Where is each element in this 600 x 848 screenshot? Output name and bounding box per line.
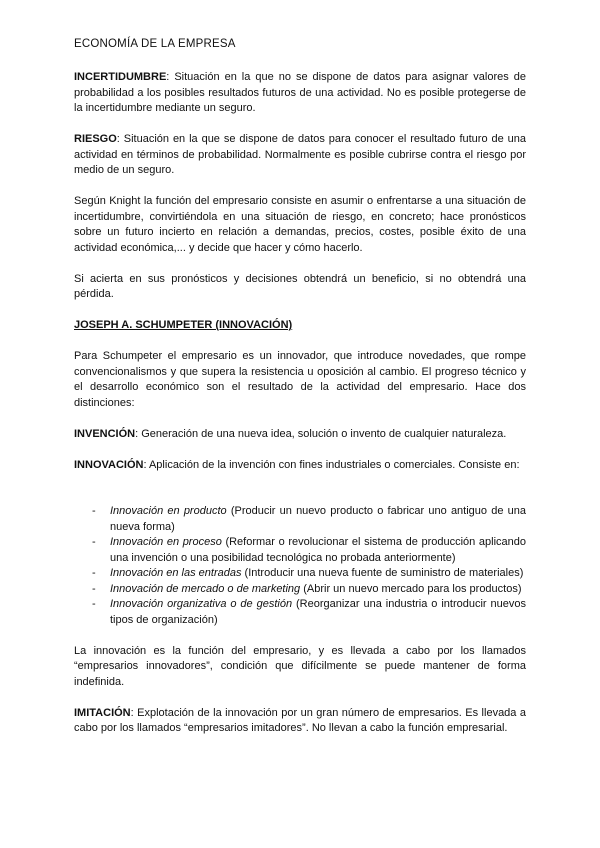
list-item [74,597,526,628]
paragraph-acierta: Si acierta en sus pronósticos y decisiones obtendrá un beneficio, si no obtendrá una pérdida. [74,272,526,300]
paragraph-knight: Según Knight la función del empresario consiste en asumir o enfrentarse a una situación de incertidumbre, convirtiéndola en una situación de riesgo, en concreto; hace pronósticos sobre un futuro incierto en relación a demandas, precios, costes, posible éxito de una actividad económica,... y decide que hacer y cómo hacerlo. [74,195,526,254]
term-innovacion: INNOVACIÓN [74,458,144,471]
list-dash: - [92,567,96,579]
list-item-text: (Reformar o revolucionar el sistema de producción aplicando una invención o una posibilidad tecnológica no probada anteriormente) [110,536,526,564]
list-dash: - [92,598,96,610]
list-dash: - [92,505,96,517]
term-incertidumbre: INCERTIDUMBRE [74,71,167,83]
section-heading-schumpeter: JOSEPH A. SCHUMPETER (INNOVACIÓN) [74,319,293,331]
term-riesgo: RIESGO [74,133,117,145]
list-item-text: (Introducir una nueva fuente de suministro de materiales) [241,567,524,579]
list-item-text: (Abrir un nuevo mercado para los productos) [300,582,522,595]
definition-innovacion: : Aplicación de la invención con fines industriales o comerciales. Consiste en: [143,458,520,471]
list-item-title: Innovación en las entradas [110,567,242,579]
list-item [74,566,526,582]
list-item [74,504,526,535]
innovation-types-list [74,504,526,628]
paragraph-conclusion: La innovación es la función del empresario, y es llevada a cabo por los llamados “empresarios innovadores”, condición que difícilmente se puede mantener de forma indefinida. [74,644,526,688]
term-invencion: INVENCIÓN [74,427,136,440]
paragraph-incertidumbre [74,70,526,117]
list-item [74,582,526,598]
list-item-title: Innovación de mercado o de marketing [110,582,301,595]
list-item-title: Innovación en proceso [110,536,222,548]
list-item [74,535,526,566]
list-item-text: (Reorganizar una industria o introducir nuevos tipos de organización) [110,598,526,626]
list-dash: - [92,582,96,595]
paragraph-imitacion [74,706,526,737]
term-imitacion: IMITACIÓN [74,706,131,719]
definition-imitacion: : Explotación de la innovación por un gran número de empresarios. Es llevada a cabo por los llamados “empresarios imitadores”. No llevan a cabo la función empresarial. [74,706,526,734]
paragraph-invencion [74,427,526,443]
spacer [74,489,526,505]
definition-riesgo: : Situación en la que se dispone de datos para conocer el resultado futuro de una actividad en términos de probabilidad. Normalmente es posible cubrirse contra el riesgo por medio de un seguro. [74,133,526,176]
document-body [74,70,526,752]
list-item-title: Innovación en producto [110,505,227,517]
paragraph-riesgo [74,132,526,179]
paragraph-innovacion [74,458,526,474]
list-item-text: (Producir un nuevo producto o fabricar uno antiguo de una nueva forma) [110,505,526,533]
definition-incertidumbre: : Situación en la que no se dispone de datos para asignar valores de probabilidad a los posibles resultados futuros de una actividad. No es posible protegerse de la incertidumbre mediante un seguro. [74,71,526,114]
definition-invencion: : Generación de una nueva idea, solución o invento de cualquier naturaleza. [135,427,507,440]
page-header: ECONOMÍA DE LA EMPRESA [74,38,236,50]
list-item-title: Innovación organizativa o de gestión [110,598,293,610]
list-dash: - [92,536,96,548]
paragraph-schumpeter-intro: Para Schumpeter el empresario es un innovador, que introduce novedades, que rompe convencionalismos y que supera la resistencia u oposición al cambio. El progreso técnico y el desarrollo económico son el resultado de la actividad del empresario. Hace dos distinciones: [74,350,526,409]
